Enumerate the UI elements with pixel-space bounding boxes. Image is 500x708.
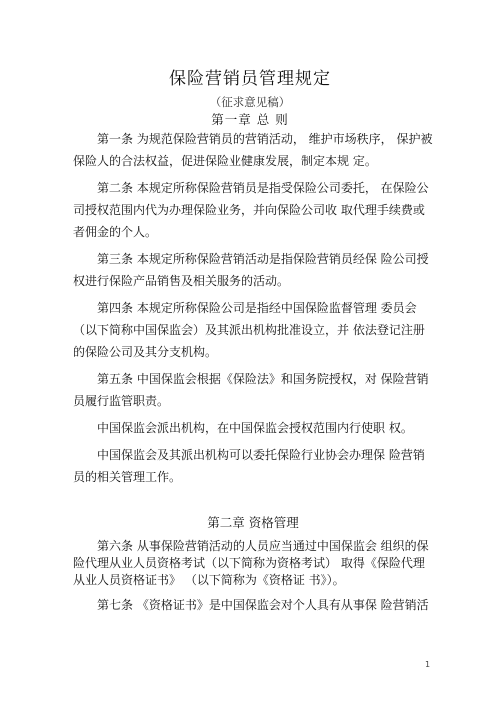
article-5-para-2: 中国保监会派出机构，在中国保监会授权范围内行使职 权。 [97,421,413,435]
article-2: 第二条 本规定所称保险营销员是指受保险公司委托， 在保险公司授权范围内代为办理保险业务，并向保险公司收 取代理手续费或者佣金的个人。 [73,181,429,239]
article-1: 第一条 为规范保险营销员的营销活动， 维护市场秩序， 保护被保险人的合法权益，促进保险业健康发展，制定本规 定。 [73,132,433,168]
article-3: 第三条 本规定所称保险营销活动是指保险营销员经保 险公司授权进行保险产品销售及相关服务的活动。 [73,252,429,288]
document-title: 保险营销员管理规定 [169,69,331,89]
document-body [73,128,433,616]
article-5-para-3: 中国保监会及其派出机构可以委托保险行业协会办理保 险营销员的相关管理工作。 [73,448,425,484]
article-7: 第七条 《资格证书》是中国保监会对个人具有从事保 险营销活 [97,598,429,612]
document-subtitle: （征求意见稿） [209,95,291,109]
article-5: 第五条 中国保监会根据《保险法》和国务院授权，对 保险营销员履行监管职责。 [73,372,429,408]
article-6: 第六条 从事保险营销活动的人员应当通过中国保监会 组织的保险代理从业人员资格考试（以下简称为资格考试） 取得《保险代理从业人员资格证书》 （以下简称为《资格证 书》）。 [73,539,429,587]
page-number: 1 [425,660,431,669]
article-4: 第四条 本规定所称保险公司是指经中国保险监督管理 委员会（以下简称中国保监会）及其派出机构批准设立，并 依法登记注册的保险公司及其分支机构。 [73,301,425,359]
chapter-heading-2: 第二章 资格管理 [207,515,299,530]
chapter-heading-1: 第一章 总 则 [211,112,289,127]
